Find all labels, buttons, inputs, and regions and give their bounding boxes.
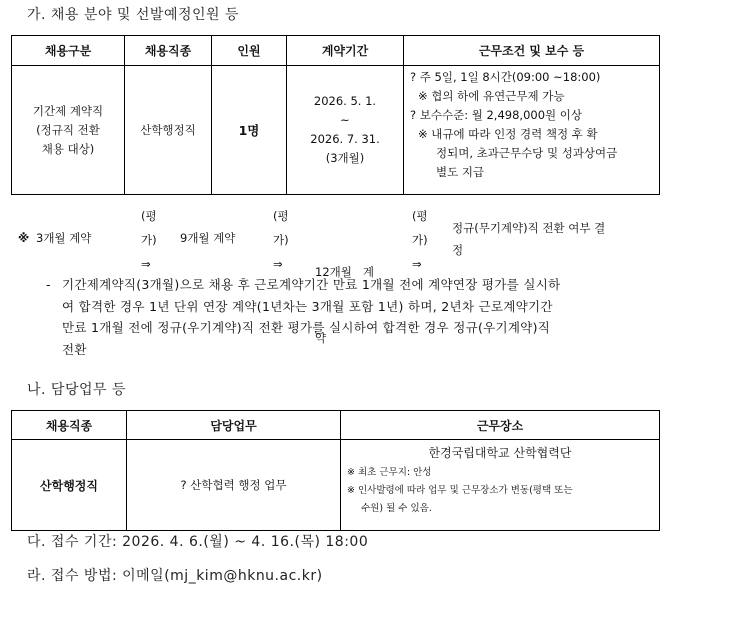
- recruitment-table: [11, 35, 660, 195]
- section-a-heading: 가. 채용 분야 및 선발예정인원 등: [27, 7, 240, 23]
- application-method: 라. 접수 방법: 이메일(mj_kim@hknu.ac.kr): [27, 568, 323, 584]
- cell-place: 한경국립대학교 산학협력단 ※ 최초 근무지: 안성 ※ 인사발령에 따라 업무 및 근무장소가 변동(평택 또는 수원) 될 수 있음.: [341, 440, 660, 531]
- flow-step-9-month: 9개월 계약: [180, 231, 236, 245]
- cell-category: 기간제 계약직 (정규직 전환 채용 대상): [12, 66, 125, 195]
- flow-mark: ※: [18, 231, 30, 245]
- flow-eval-2: (평 가) ⇒: [273, 209, 289, 271]
- header-conditions: 근무조건 및 보수 등: [404, 36, 660, 66]
- flow-step-3-month: 3개월 계약: [36, 231, 92, 245]
- header-job: 채용직종: [125, 36, 212, 66]
- header-job: 채용직종: [12, 411, 127, 440]
- note-dash: -: [46, 277, 51, 292]
- section-b-heading: 나. 담당업무 등: [27, 382, 126, 398]
- cell-job: 산학행정직: [125, 66, 212, 195]
- flow-eval-3: (평 가) ⇒: [412, 209, 428, 271]
- flow-eval-1: (평 가) ⇒: [141, 209, 157, 271]
- cell-duty: ? 산학협력 행정 업무: [127, 440, 341, 531]
- header-count: 인원: [212, 36, 287, 66]
- table-row: [12, 440, 660, 531]
- header-duty: 담당업무: [127, 411, 341, 440]
- table-row: [12, 66, 660, 195]
- table-header-row: [12, 411, 660, 440]
- flow-step-12-month: 12개월 계 약: [315, 265, 374, 345]
- header-place: 근무장소: [341, 411, 660, 440]
- cell-period: 2026. 5. 1. ~ 2026. 7. 31. (3개월): [287, 66, 404, 195]
- application-period: 다. 접수 기간: 2026. 4. 6.(월) ~ 4. 16.(목) 18:00: [27, 534, 369, 550]
- cell-conditions: ? 주 5일, 1일 8시간(09:00 ~18:00) ※ 협의 하에 유연근무제 가능 ? 보수수준: 월 2,498,000원 이상 ※ 내규에 따라 인정 경력 책정 후 확 정되며, 초과근무수당 및 성과상여금 별도 지급: [404, 66, 660, 195]
- cell-count: 1명: [212, 66, 287, 195]
- header-category: 채용구분: [12, 36, 125, 66]
- flow-step-permanent: 정규(무기계약)직 전환 여부 결 정: [452, 221, 606, 257]
- duty-table: [11, 410, 660, 531]
- note-paragraph: 기간제계약직(3개월)으로 채용 후 근로계약기간 만료 1개월 전에 계약연장 평가를 실시하 여 합격한 경우 1년 단위 연장 계약(1년차는 3개월 포함 1년) 하며, 2년차 근로계약기간 만료 1개월 전에 정규(우기계약)직 전환 평가를 실시하여 합격한 경우 정규(우기계약)직 전환: [62, 277, 561, 357]
- cell-job: 산학행정직: [12, 440, 127, 531]
- header-period: 계약기간: [287, 36, 404, 66]
- table-header-row: [12, 36, 660, 66]
